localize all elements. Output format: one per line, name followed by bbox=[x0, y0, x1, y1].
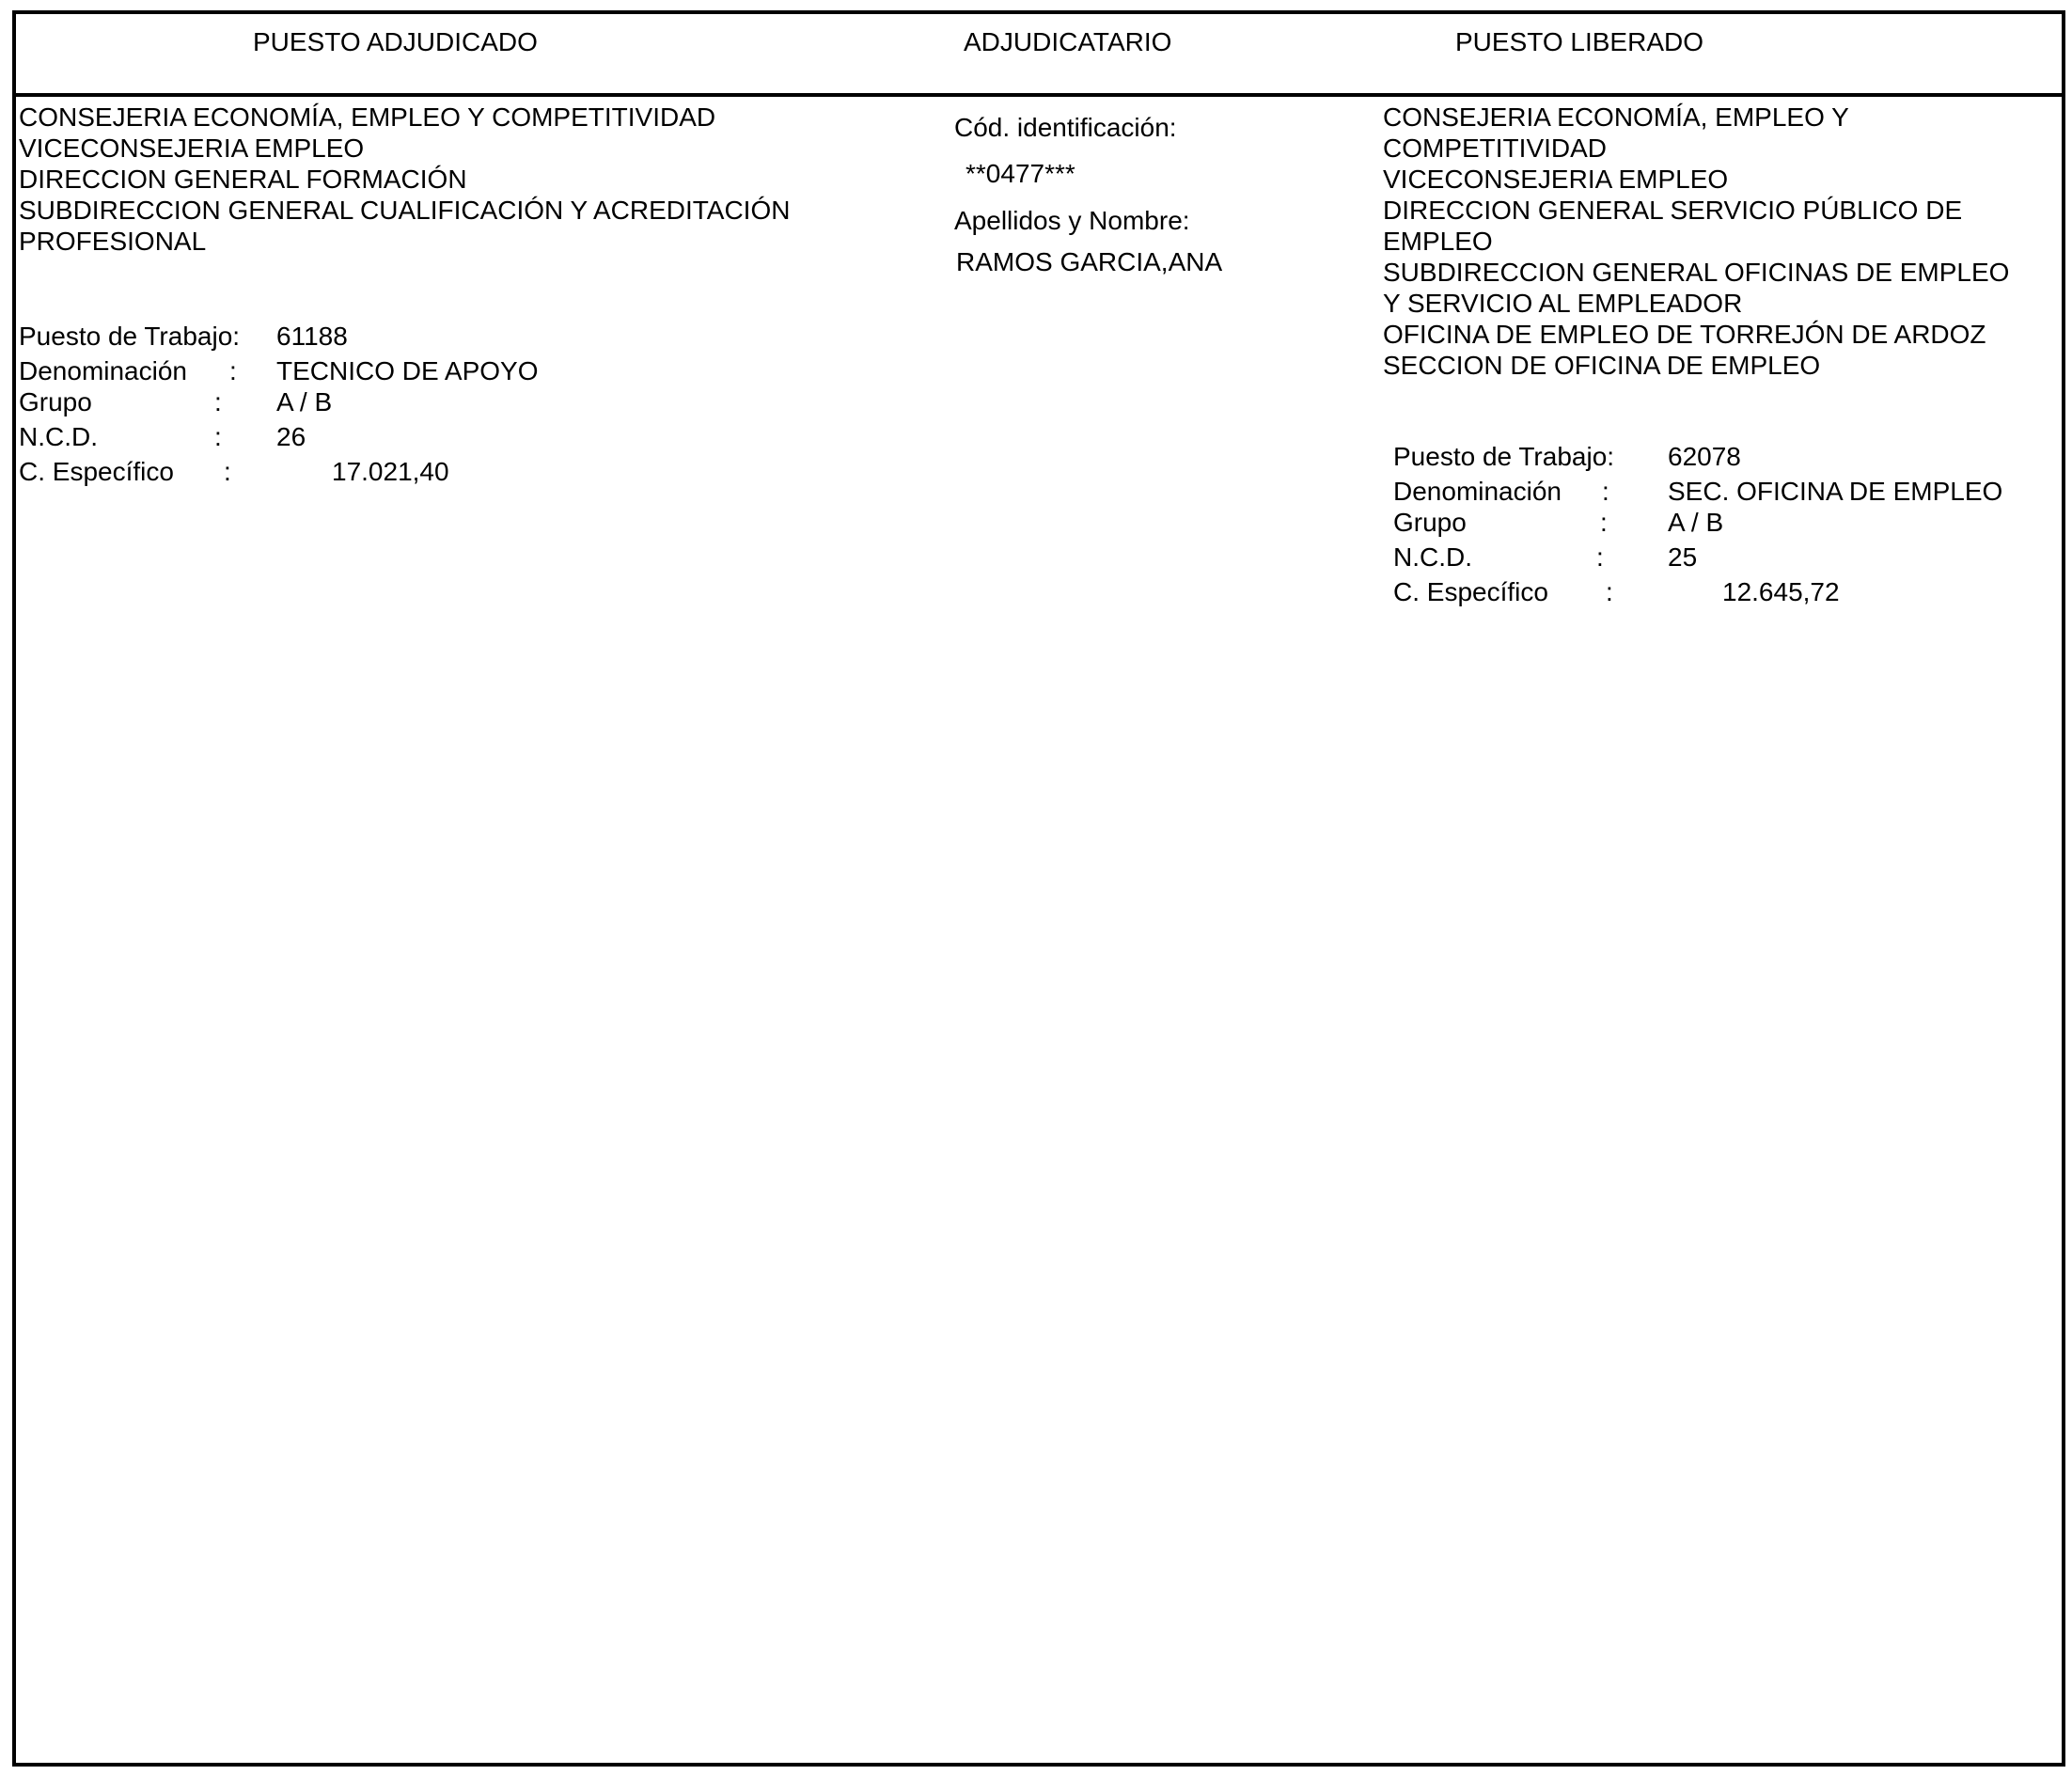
denominacion-value: SEC. OFICINA DE EMPLEO bbox=[1668, 477, 2003, 506]
grupo-label: Grupo bbox=[1393, 508, 1467, 537]
especifico-label: C. Específico bbox=[1393, 577, 1548, 606]
grupo-value: A / B bbox=[276, 387, 333, 416]
liberado-org-line: COMPETITIVIDAD bbox=[1383, 134, 1608, 163]
adjudicado-org-line: DIRECCION GENERAL FORMACIÓN bbox=[19, 165, 467, 194]
colon: : bbox=[1600, 508, 1608, 537]
liberado-org-line: EMPLEO bbox=[1383, 227, 1493, 256]
especifico-value: 17.021,40 bbox=[332, 457, 449, 486]
puesto-value: 61188 bbox=[276, 322, 348, 351]
adjudicado-org-line: PROFESIONAL bbox=[19, 227, 207, 256]
colon: : bbox=[1596, 542, 1604, 572]
ncd-label: N.C.D. bbox=[19, 422, 98, 451]
colon: : bbox=[1606, 577, 1613, 606]
adjudicado-denominacion-row bbox=[19, 353, 545, 388]
header-divider bbox=[12, 93, 2065, 97]
liberado-org-line: Y SERVICIO AL EMPLEADOR bbox=[1383, 289, 1743, 318]
denominacion-value: TECNICO DE APOYO bbox=[276, 356, 539, 385]
cod-identificacion-value: **0477*** bbox=[965, 159, 1075, 188]
adjudicado-org-line: VICECONSEJERIA EMPLEO bbox=[19, 134, 365, 163]
adjudicado-fields bbox=[19, 319, 545, 489]
adjudicado-org-line: CONSEJERIA ECONOMÍA, EMPLEO Y COMPETITIVIDAD bbox=[19, 102, 716, 132]
liberado-fields bbox=[1393, 439, 2051, 609]
adjudicado-grupo-row bbox=[19, 385, 545, 419]
cod-identificacion-label: Cód. identificación: bbox=[954, 113, 1177, 142]
liberado-org-block bbox=[1383, 102, 2009, 381]
apellidos-nombre-label: Apellidos y Nombre: bbox=[954, 206, 1190, 235]
colon: : bbox=[229, 356, 237, 385]
adjudicado-ncd-row bbox=[19, 419, 545, 454]
liberado-org-line: DIRECCION GENERAL SERVICIO PÚBLICO DE bbox=[1383, 196, 1963, 225]
liberado-org-line: OFICINA DE EMPLEO DE TORREJÓN DE ARDOZ bbox=[1383, 320, 1986, 349]
colon: : bbox=[224, 457, 231, 486]
liberado-denominacion-row bbox=[1393, 474, 2051, 509]
liberado-ncd-row bbox=[1393, 540, 2051, 574]
liberado-puesto-row bbox=[1393, 439, 2051, 474]
denominacion-label: Denominación bbox=[1393, 477, 1562, 506]
puesto-label: Puesto de Trabajo: bbox=[19, 322, 241, 351]
liberado-org-line: VICECONSEJERIA EMPLEO bbox=[1383, 165, 1729, 194]
adjudicado-org-block bbox=[19, 102, 790, 257]
header-adjudicatario: ADJUDICATARIO bbox=[964, 27, 1172, 56]
ncd-label: N.C.D. bbox=[1393, 542, 1472, 572]
adjudicado-especifico-row bbox=[19, 454, 545, 489]
colon: : bbox=[214, 387, 222, 416]
header-puesto-adjudicado: PUESTO ADJUDICADO bbox=[253, 27, 538, 56]
liberado-grupo-row bbox=[1393, 505, 2051, 540]
liberado-org-line: CONSEJERIA ECONOMÍA, EMPLEO Y bbox=[1383, 102, 1849, 132]
puesto-label: Puesto de Trabajo: bbox=[1393, 442, 1615, 471]
liberado-especifico-row bbox=[1393, 574, 2051, 609]
colon: : bbox=[1602, 477, 1609, 506]
especifico-value: 12.645,72 bbox=[1722, 577, 1840, 606]
ncd-value: 25 bbox=[1668, 542, 1698, 572]
grupo-label: Grupo bbox=[19, 387, 92, 416]
adjudicado-org-line: SUBDIRECCION GENERAL CUALIFICACIÓN Y ACREDITACIÓN bbox=[19, 196, 791, 225]
especifico-label: C. Específico bbox=[19, 457, 174, 486]
liberado-org-line: SUBDIRECCION GENERAL OFICINAS DE EMPLEO bbox=[1383, 258, 2010, 287]
header-puesto-liberado: PUESTO LIBERADO bbox=[1455, 27, 1704, 56]
adjudicado-puesto-row bbox=[19, 319, 545, 353]
grupo-value: A / B bbox=[1668, 508, 1724, 537]
denominacion-label: Denominación bbox=[19, 356, 187, 385]
apellidos-nombre-value: RAMOS GARCIA,ANA bbox=[956, 247, 1223, 276]
colon: : bbox=[214, 422, 222, 451]
liberado-org-line: SECCION DE OFICINA DE EMPLEO bbox=[1383, 351, 1821, 380]
puesto-value: 62078 bbox=[1668, 442, 1741, 471]
ncd-value: 26 bbox=[276, 422, 306, 451]
